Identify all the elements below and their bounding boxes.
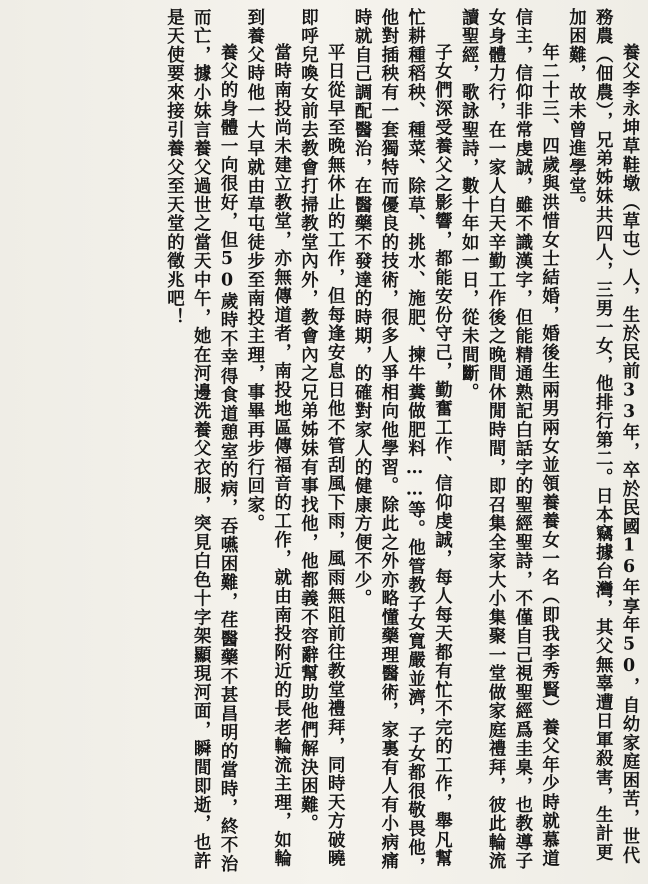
paragraph-2: 年二十三、四歲與洪惜女士結婚，婚後生兩男兩女並領養養女一名（即我李秀賢）養父年少時就慕道信主，信仰非常虔誠，雖不識漢字，但能精通熟記白話字的聖經聖詩，不僅自己視聖經爲圭臬，也教導子女身體力行，在一家人白天辛勤工作後之晚間休閒時間，即召集全家大小集聚一堂做家庭禮拜，彼此輪流讀聖經，歌詠聖詩，數十年如一日，從未間斷。 [458, 8, 559, 871]
paragraph-4: 平日從早至晚無休止的工作，但每逢安息日他不管刮風下雨，風雨無阻前往教堂禮拜，同時天方破曉即呼兒喚女前去教會打掃教堂內外，教會內之兄弟姊妹有事找他，他都義不容辭幫助他們解決困難。 [297, 8, 345, 868]
paragraph-1: 養父李永坤草鞋墩（草屯）人，生於民前33年，卒於民國16年享年50，自幼家庭困苦，世代務農（佃農），兄弟姊妹共四人，三男一女，他排行第二。日本竊據台灣，其父無辜遭日軍殺害，生計更加困難，故未曾進學堂。 [565, 8, 639, 865]
paragraph-3: 子女們深受養父之影響，都能安份守己，勤奮工作、信仰虔誠，每人每天都有忙不完的工作，舉凡幫忙耕種稻秧、種菜、除草、挑水、施肥、揀牛糞做肥料……等。他管教子女寬嚴並濟，子女都很敬畏他，他對插秧有一套獨特而優良的技術，很多人爭相向他學習。除此之外亦略懂藥理醫術，家裏有人有小病痛時就自己調配醫治，在醫藥不發達的時期，的確對家人的健康方便不少。 [351, 8, 452, 876]
document-body [6, 8, 642, 876]
paragraph-5: 當時南投尚未建立教堂，亦無傳道者，南投地區傳福音的工作，就由南投附近的長老輪流主理，如輪到養父時他一大早就由草屯徒步至南投主理，事畢再步行回家。 [243, 8, 291, 868]
paragraph-6: 養父的身體一向很好，但50歲時不幸得食道憩室的病，吞嚥困難，荏醫藥不甚昌明的當時，終不治而亡，據小妹言養父過世之當天中午，她在河邊洗養父衣服，突見白色十字架顯現河面，瞬間即逝，也許是天使要來接引養父至天堂的徵兆吧！ [163, 8, 238, 873]
